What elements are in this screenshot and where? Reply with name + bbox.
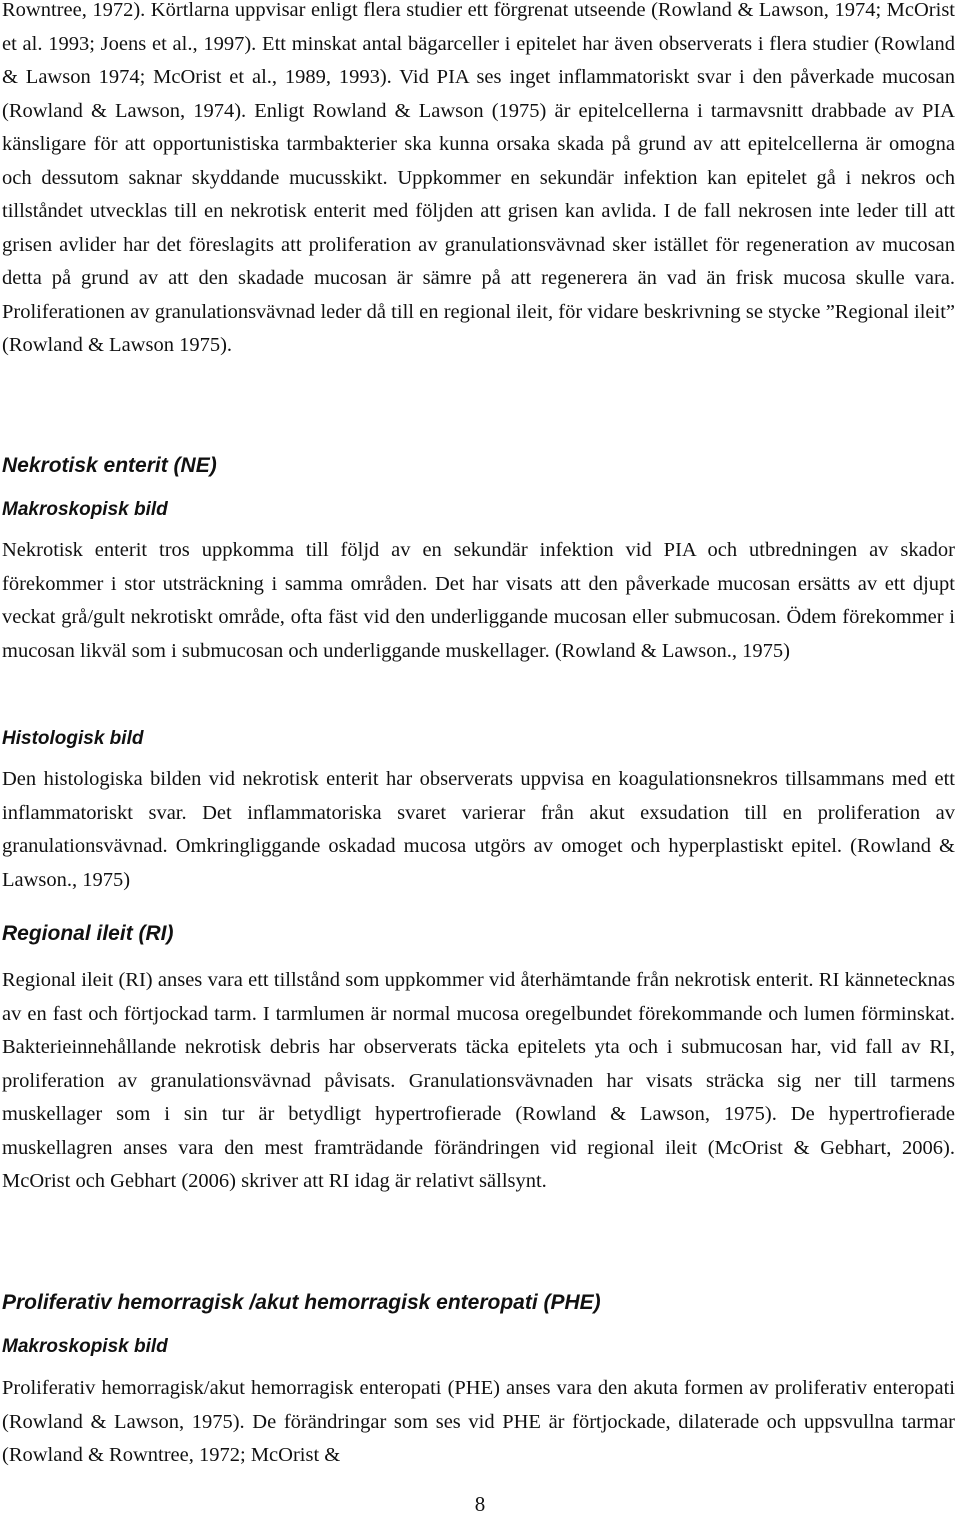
- paragraph-phe-makroskopisk: Proliferativ hemorragisk/akut hemorragisk enteropati (PHE) anses vara den akuta formen av proliferativ enteropati (Rowland & Lawson, 1975). De förändringar som ses vid PHE är förtjockade, dilaterade och uppsvullna tarmar (Rowland & Rowntree, 1972; McOrist &: [2, 1377, 955, 1466]
- paragraph-regional-ileit: Regional ileit (RI) anses vara ett tillstånd som uppkommer vid återhämtande från nekrotisk enterit. RI kännetecknas av en fast och förtjockad tarm. I tarmlumen är normal mucosa oregelbundet förekommande och lumen förminskat. Bakterieinnehållande nekrotisk debris har observerats täcka epitelets yta och i submucosan har, vid fall av RI, proliferation av granulationsvävnad påvisats. Granulationsvävnaden har visats sträcka sig ner till tarmens muskellager som i sin tur är betydligt hypertrofierade (Rowland & Lawson, 1975). De hypertrofierade muskellagren anses vara den mest framträdande förändringen vid regional ileit (McOrist & Gebhart, 2006). McOrist och Gebhart (2006) skriver att RI idag är relativt sällsynt.: [2, 969, 955, 1192]
- paragraph-ne-histologisk: Den histologiska bilden vid nekrotisk enterit har observerats uppvisa en koagulationsnekros tillsammans med ett inflammatoriskt svar. Det inflammatoriska svaret varierar från akut exsudation till en proliferation av granulationsvävnad. Omkringliggande oskadad mucosa utgörs av omoget och hyperplastiskt epitel. (Rowland & Lawson., 1975): [2, 768, 955, 891]
- heading-regional-ileit: Regional ileit (RI): [2, 922, 174, 945]
- subheading-histologisk-bild: Histologisk bild: [2, 728, 144, 749]
- subheading-phe-makroskopisk-bild: Makroskopisk bild: [2, 1336, 168, 1357]
- intro-paragraph: Rowntree, 1972). Körtlarna uppvisar enligt flera studier ett förgrenat utseende (Rowland & Lawson, 1974; McOrist et al. 1993; Joens et al., 1997). Ett minskat antal bägarceller i epitelet har även observerats i flera studier (Rowland & Lawson 1974; McOrist et al., 1989, 1993). Vid PIA ses inget inflammatoriskt svar i den påverkade mucosan (Rowland & Lawson, 1974). Enligt Rowland & Lawson (1975) är epitelcellerna i tarmavsnitt drabbade av PIA känsligare för att opportunistiska tarmbakterier ska kunna orsaka skada på grund av att epitelcellerna är omogna och dessutom saknar skyddande mucusskikt. Uppkommer en sekundär infektion kan epitelet gå i nekros och tillståndet utvecklas till en nekrotisk enterit med följden att grisen kan avlida. I de fall nekrosen inte leder till att grisen avlider har det föreslagits att proliferation av granulationsvävnad sker istället för regeneration av mucosan detta på grund av att den skadade mucosan är sämre på att regenerera än vad än frisk mucosa skulle vara. Proliferationen av granulationsvävnad leder då till en regional ileit, för vidare beskrivning se stycke ”Regional ileit” (Rowland & Lawson 1975).: [2, 0, 955, 356]
- paragraph-ne-makroskopisk: Nekrotisk enterit tros uppkomma till följd av en sekundär infektion vid PIA och utbredningen av skador förekommer i stor utsträckning i samma områden. Det har visats att den påverkade mucosan ersätts av ett djupt veckat grå/gult nekrotiskt område, ofta fäst vid den underliggande mucosan eller submucosan. Ödem förekommer i mucosan likväl som i submucosan och underliggande muskellager. (Rowland & Lawson., 1975): [2, 539, 955, 662]
- page-number: 8: [474, 1492, 486, 1516]
- subheading-makroskopisk-bild: Makroskopisk bild: [2, 499, 168, 520]
- heading-nekrotisk-enterit: Nekrotisk enterit (NE): [2, 454, 217, 477]
- heading-phe: Proliferativ hemorragisk /akut hemorragisk enteropati (PHE): [2, 1291, 601, 1314]
